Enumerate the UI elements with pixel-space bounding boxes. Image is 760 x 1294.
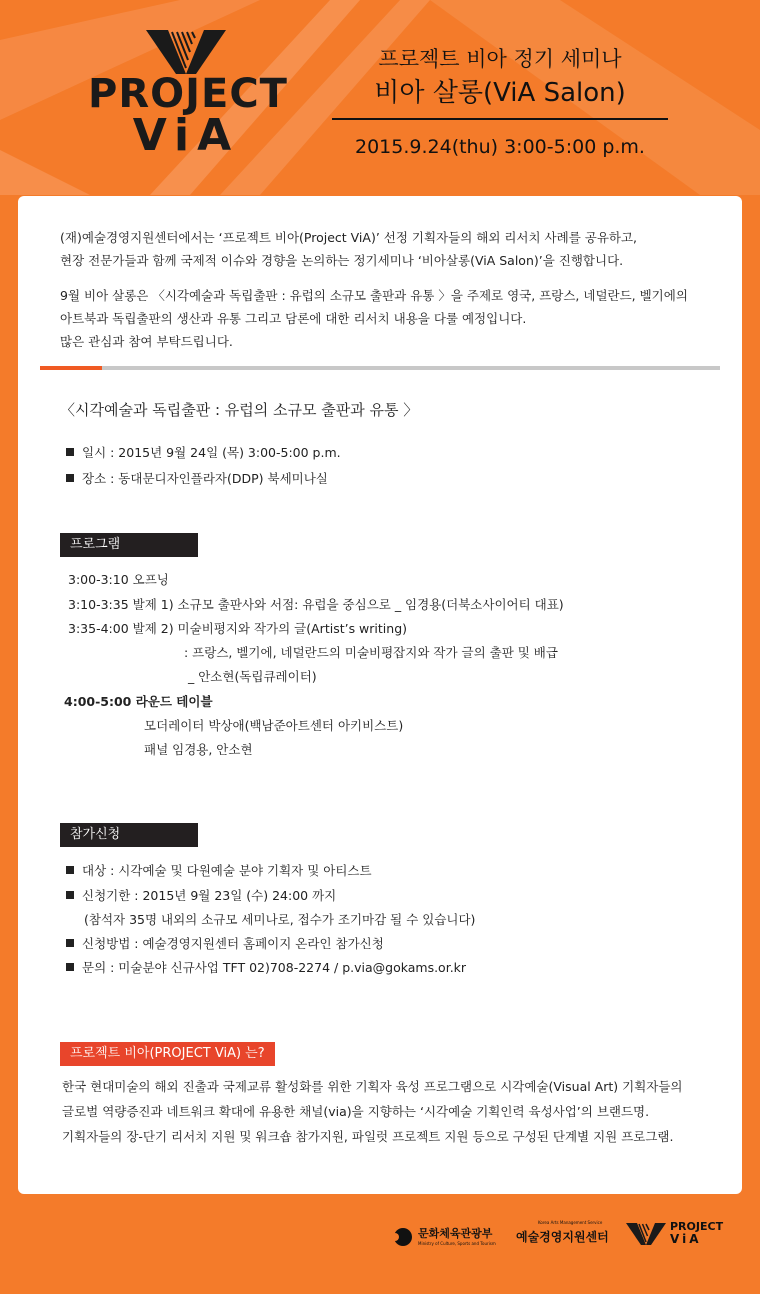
program-line: 3:00-3:10 오프닝	[68, 572, 169, 587]
intro-text: 많은 관심과 참여 부탁드립니다.	[60, 334, 233, 349]
registration-target: 대상 : 시각예술 및 다원예술 분야 기획자 및 아티스트	[82, 863, 372, 878]
bullet-square-icon	[66, 448, 74, 456]
program-line: 모더레이터 박상애(백남준아트센터 아키비스트)	[144, 718, 404, 733]
title-line-2: 비아 살롱(ViA Salon)	[374, 78, 626, 108]
bullet-square-icon	[66, 474, 74, 482]
logo-line-via: ViA	[132, 110, 240, 161]
program-line: 패널 임경용, 안소현	[144, 742, 253, 757]
program-line: 4:00-5:00 라운드 테이블	[64, 694, 213, 709]
program-line: 3:10-3:35 발제 1) 소규모 출판사와 서점: 유럽을 중심으로 _ 임경용(더북소사이어티 대표)	[68, 597, 564, 612]
detail-date: 일시 : 2015년 9월 24일 (목) 3:00-5:00 p.m.	[82, 445, 341, 460]
intro-text: 아트북과 독립출판의 생산과 유통 그리고 담론에 대한 리서치 내용을 다룰 예정입니다.	[60, 311, 527, 326]
logo-line-project: PROJECT	[88, 71, 288, 117]
intro-text: (재)예술경영지원센터에서는 ‘프로젝트 비아(Project ViA)’ 선정 기획자들의 해외 리서치 사례를 공유하고,	[60, 230, 638, 245]
detail-item	[66, 442, 341, 464]
title-divider	[332, 118, 668, 120]
kams-name-en: Korea Arts Management Service	[538, 1220, 603, 1225]
header-banner	[0, 0, 760, 195]
footer-logo-via: ViA	[670, 1232, 702, 1246]
mcst-name: 문화체육관광부	[418, 1227, 493, 1240]
registration-note: (참석자 35명 내외의 소규모 세미나로, 접수가 조기마감 될 수 있습니다)	[84, 912, 476, 927]
project-via-logo	[88, 30, 288, 161]
about-text: 한국 현대미술의 해외 진출과 국제교류 활성화를 위한 기획자 육성 프로그램으로 시각예술(Visual Art) 기획자들의	[62, 1079, 683, 1094]
program-line: : 프랑스, 벨기에, 네덜란드의 미술비평잡지와 작가 글의 출판 및 배급	[184, 645, 558, 660]
detail-place: 장소 : 동대문디자인플라자(DDP) 북세미나실	[82, 471, 328, 486]
program-line: _ 안소현(독립큐레이터)	[188, 669, 317, 684]
kams-name: 예술경영지원센터	[516, 1230, 609, 1244]
registration-item	[66, 885, 336, 907]
footer-via-logo	[626, 1220, 736, 1252]
bullet-square-icon	[66, 963, 74, 971]
footer-logo-project: PROJECT	[670, 1220, 724, 1233]
registration-item	[66, 860, 372, 882]
header-titles	[332, 44, 668, 160]
registration-method: 신청방법 : 예술경영지원센터 홈페이지 온라인 참가신청	[82, 936, 384, 951]
about-text: 글로벌 역량증진과 네트워크 확대에 유용한 채널(via)을 지향하는 ‘시각예술 기획인력 육성사업’의 브랜드명.	[62, 1104, 650, 1119]
intro-paragraph-2	[60, 284, 720, 353]
registration-item	[66, 957, 466, 979]
registration-deadline: 신청기한 : 2015년 9월 23일 (수) 24:00 까지	[82, 888, 337, 903]
registration-item	[66, 933, 384, 955]
event-date: 2015.9.24(thu) 3:00-5:00 p.m.	[355, 136, 645, 158]
intro-paragraph-1	[60, 226, 720, 272]
bullet-square-icon	[66, 891, 74, 899]
content-card	[18, 196, 742, 1194]
mcst-name-en: Ministry of Culture, Sports and Tourism	[418, 1241, 496, 1246]
bullet-square-icon	[66, 939, 74, 947]
about-text: 기획자들의 장-단기 리서치 지원 및 워크숍 참가지원, 파일럿 프로젝트 지원 등으로 구성된 단계별 지원 프로그램.	[62, 1129, 674, 1144]
about-paragraph	[62, 1074, 732, 1149]
section-divider	[40, 366, 720, 370]
mcst-logo	[390, 1222, 500, 1252]
divider-accent	[40, 366, 102, 370]
about-label: 프로젝트 비아(PROJECT ViA) 는?	[60, 1042, 275, 1066]
bullet-square-icon	[66, 866, 74, 874]
title-line-1: 프로젝트 비아 정기 세미나	[378, 47, 622, 71]
mcst-emblem-icon	[390, 1224, 416, 1250]
seminar-subject: 〈시각예술과 독립출판 : 유럽의 소규모 출판과 유통 〉	[60, 401, 419, 419]
registration-contact: 문의 : 미술분야 신규사업 TFT 02)708-2274 / p.via@gokams.or.kr	[82, 960, 467, 975]
via-mark-icon	[146, 30, 226, 74]
kams-logo	[516, 1220, 612, 1252]
footer-logos	[0, 1212, 760, 1262]
registration-label: 참가신청	[60, 823, 198, 847]
program-line: 3:35-4:00 발제 2) 미술비평지와 작가의 글(Artist’s writing)	[68, 621, 408, 636]
intro-text: 현장 전문가들과 함께 국제적 이슈와 경향을 논의하는 정기세미나 ‘비아살롱(ViA Salon)’을 진행합니다.	[60, 253, 624, 268]
via-mark-icon	[626, 1222, 666, 1246]
program-label: 프로그램	[60, 533, 198, 557]
detail-item	[66, 468, 328, 490]
intro-text: 9월 비아 살롱은 〈시각예술과 독립출판 : 유럽의 소규모 출판과 유통 〉을 주제로 영국, 프랑스, 네덜란드, 벨기에의	[60, 288, 688, 303]
